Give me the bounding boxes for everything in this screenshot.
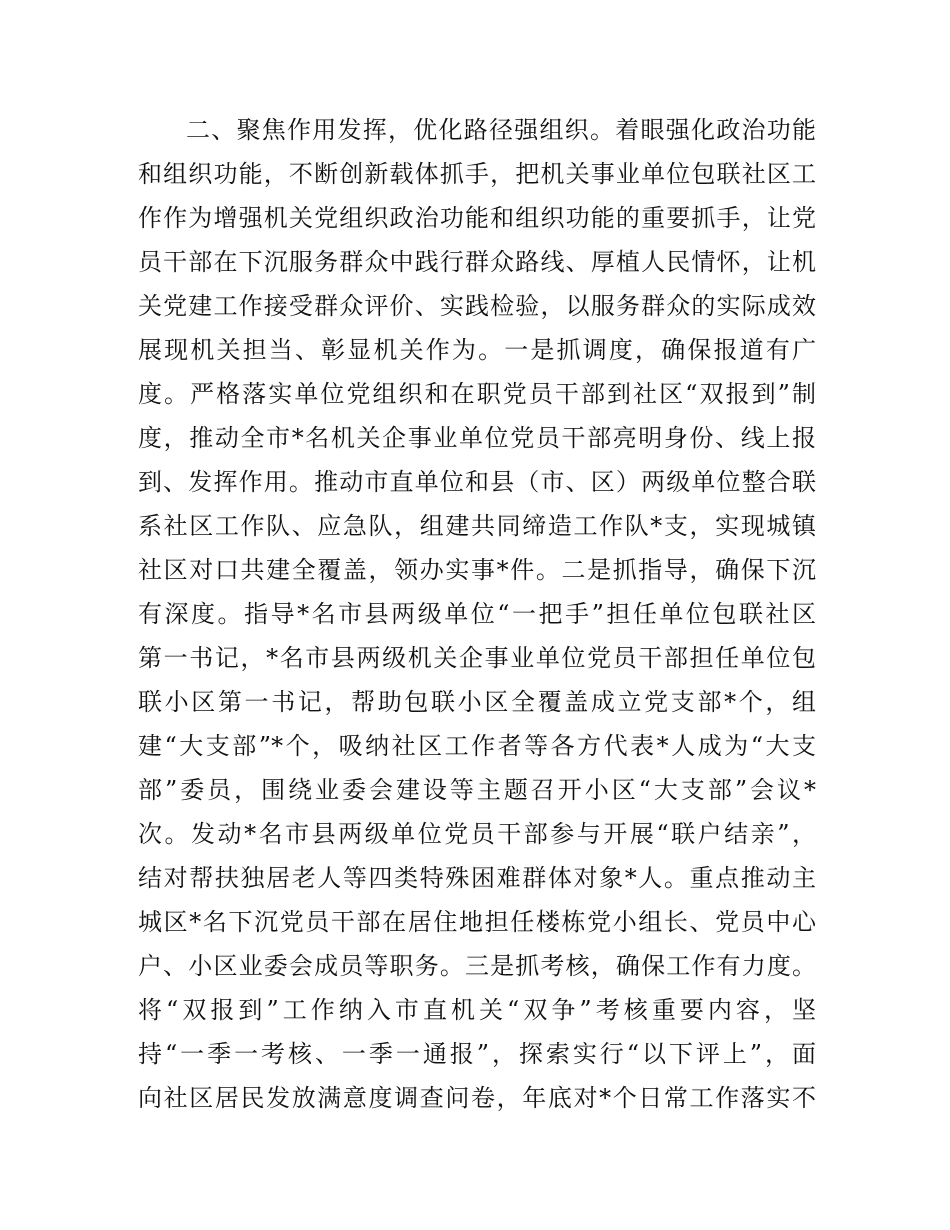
paragraph-line: 向社区居民发放满意度调查问卷，年底对*个日常工作落实不 xyxy=(138,1084,816,1112)
paragraph-line: 将“双报到”工作纳入市直机关“双争”考核重要内容，坚 xyxy=(138,996,816,1024)
paragraph-line: 联小区第一书记，帮助包联小区全覆盖成立党支部*个，组 xyxy=(138,688,816,716)
paragraph-line: 户、小区业委会成员等职务。三是抓考核，确保工作有力度。 xyxy=(138,952,816,980)
paragraph-line: 关党建工作接受群众评价、实践检验，以服务群众的实际成效 xyxy=(138,292,816,320)
paragraph-line: 展现机关担当、彰显机关作为。一是抓调度，确保报道有广 xyxy=(138,336,816,364)
paragraph-line: 建“大支部”*个，吸纳社区工作者等各方代表*人成为“大支 xyxy=(138,732,816,760)
paragraph-line: 城区*名下沉党员干部在居住地担任楼栋党小组长、党员中心 xyxy=(138,908,816,936)
paragraph-line: 到、发挥作用。推动市直单位和县（市、区）两级单位整合联 xyxy=(138,468,816,496)
paragraph-line: 社区对口共建全覆盖，领办实事*件。二是抓指导，确保下沉 xyxy=(138,556,816,584)
paragraph-line: 和组织功能，不断创新载体抓手，把机关事业单位包联社区工 xyxy=(138,160,816,188)
paragraph-line: 持“一季一考核、一季一通报”，探索实行“以下评上”，面 xyxy=(138,1040,816,1068)
paragraph-line: 二、聚焦作用发挥，优化路径强组织。着眼强化政治功能 xyxy=(186,116,816,144)
body-paragraph xyxy=(138,108,816,1120)
paragraph-line: 度，推动全市*名机关企事业单位党员干部亮明身份、线上报 xyxy=(138,424,816,452)
paragraph-line: 度。严格落实单位党组织和在职党员干部到社区“双报到”制 xyxy=(138,380,816,408)
paragraph-line: 部”委员，围绕业委会建设等主题召开小区“大支部”会议* xyxy=(138,776,816,804)
paragraph-line: 结对帮扶独居老人等四类特殊困难群体对象*人。重点推动主 xyxy=(138,864,816,892)
paragraph-line: 员干部在下沉服务群众中践行群众路线、厚植人民情怀，让机 xyxy=(138,248,816,276)
paragraph-line: 系社区工作队、应急队，组建共同缔造工作队*支，实现城镇 xyxy=(138,512,816,540)
paragraph-line: 作作为增强机关党组织政治功能和组织功能的重要抓手，让党 xyxy=(138,204,816,232)
paragraph-line: 次。发动*名市县两级单位党员干部参与开展“联户结亲”， xyxy=(138,820,816,848)
paragraph-line: 第一书记，*名市县两级机关企事业单位党员干部担任单位包 xyxy=(138,644,816,672)
paragraph-line: 有深度。指导*名市县两级单位“一把手”担任单位包联社区 xyxy=(138,600,816,628)
